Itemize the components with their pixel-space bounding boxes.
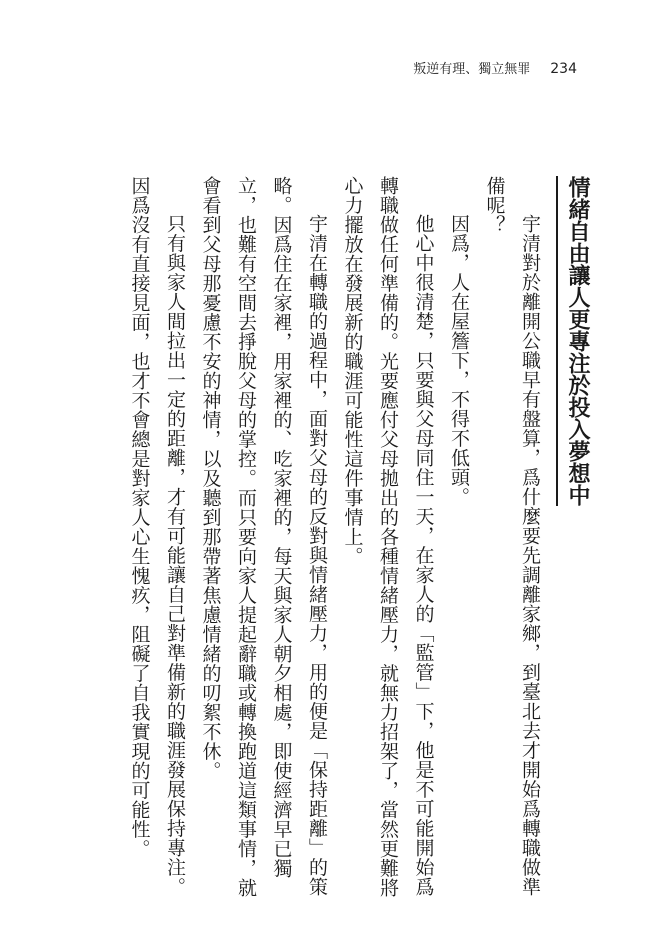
text-line: 因爲沒有直接見面，也才不會總是對家人心生愧疚，阻礙了自我實現的可能性。 (128, 176, 151, 859)
text-line: 立，也難有空間去掙脫父母的掌控。而只要向家人提起辭職或轉換跑道這類事情，就 (235, 176, 257, 898)
text-line: 宇清在轉職的過程中，面對父母的反對與情緒壓力，用的便是「保持距離」的策 (306, 214, 328, 897)
text-line: 轉職做任何準備的。光要應付父母拋出的各種情緒壓力，就無力招架了，當然更難將 (377, 176, 399, 898)
text-line: 備呢？ (483, 176, 506, 235)
section-title: 情緒自由讓人更專注於投入夢想中 (556, 176, 592, 506)
text-line: 略。因爲住在家裡，用家裡的、吃家裡的，每天與家人朝夕相處，即使經濟早已獨 (270, 176, 293, 878)
chapter-title: 叛逆有理、獨立無罪 (413, 62, 531, 77)
running-header (413, 58, 577, 77)
page-number: 234 (550, 61, 577, 77)
text-line: 他心中很清楚，只要與父母同住一天，在家人的「監管」下，他是不可能開始爲 (412, 214, 435, 897)
text-line: 只有與家人間拉出一定的距離，才有可能讓自己對準備新的職涯發展保持專注。 (164, 214, 186, 897)
body-text (121, 176, 547, 898)
text-line: 心力擺放在發展新的職涯可能性這件事情上。 (341, 176, 364, 566)
text-line: 會看到父母那憂慮不安的神情，以及聽到那帶著焦慮情緒的叨絮不休。 (199, 176, 222, 781)
text-line: 宇清對於離開公職早有盤算，爲什麼要先調離家鄉，到臺北去才開始爲轉職做準 (519, 214, 541, 897)
text-line: 因爲，人在屋簷下，不得不低頭。 (448, 214, 470, 507)
